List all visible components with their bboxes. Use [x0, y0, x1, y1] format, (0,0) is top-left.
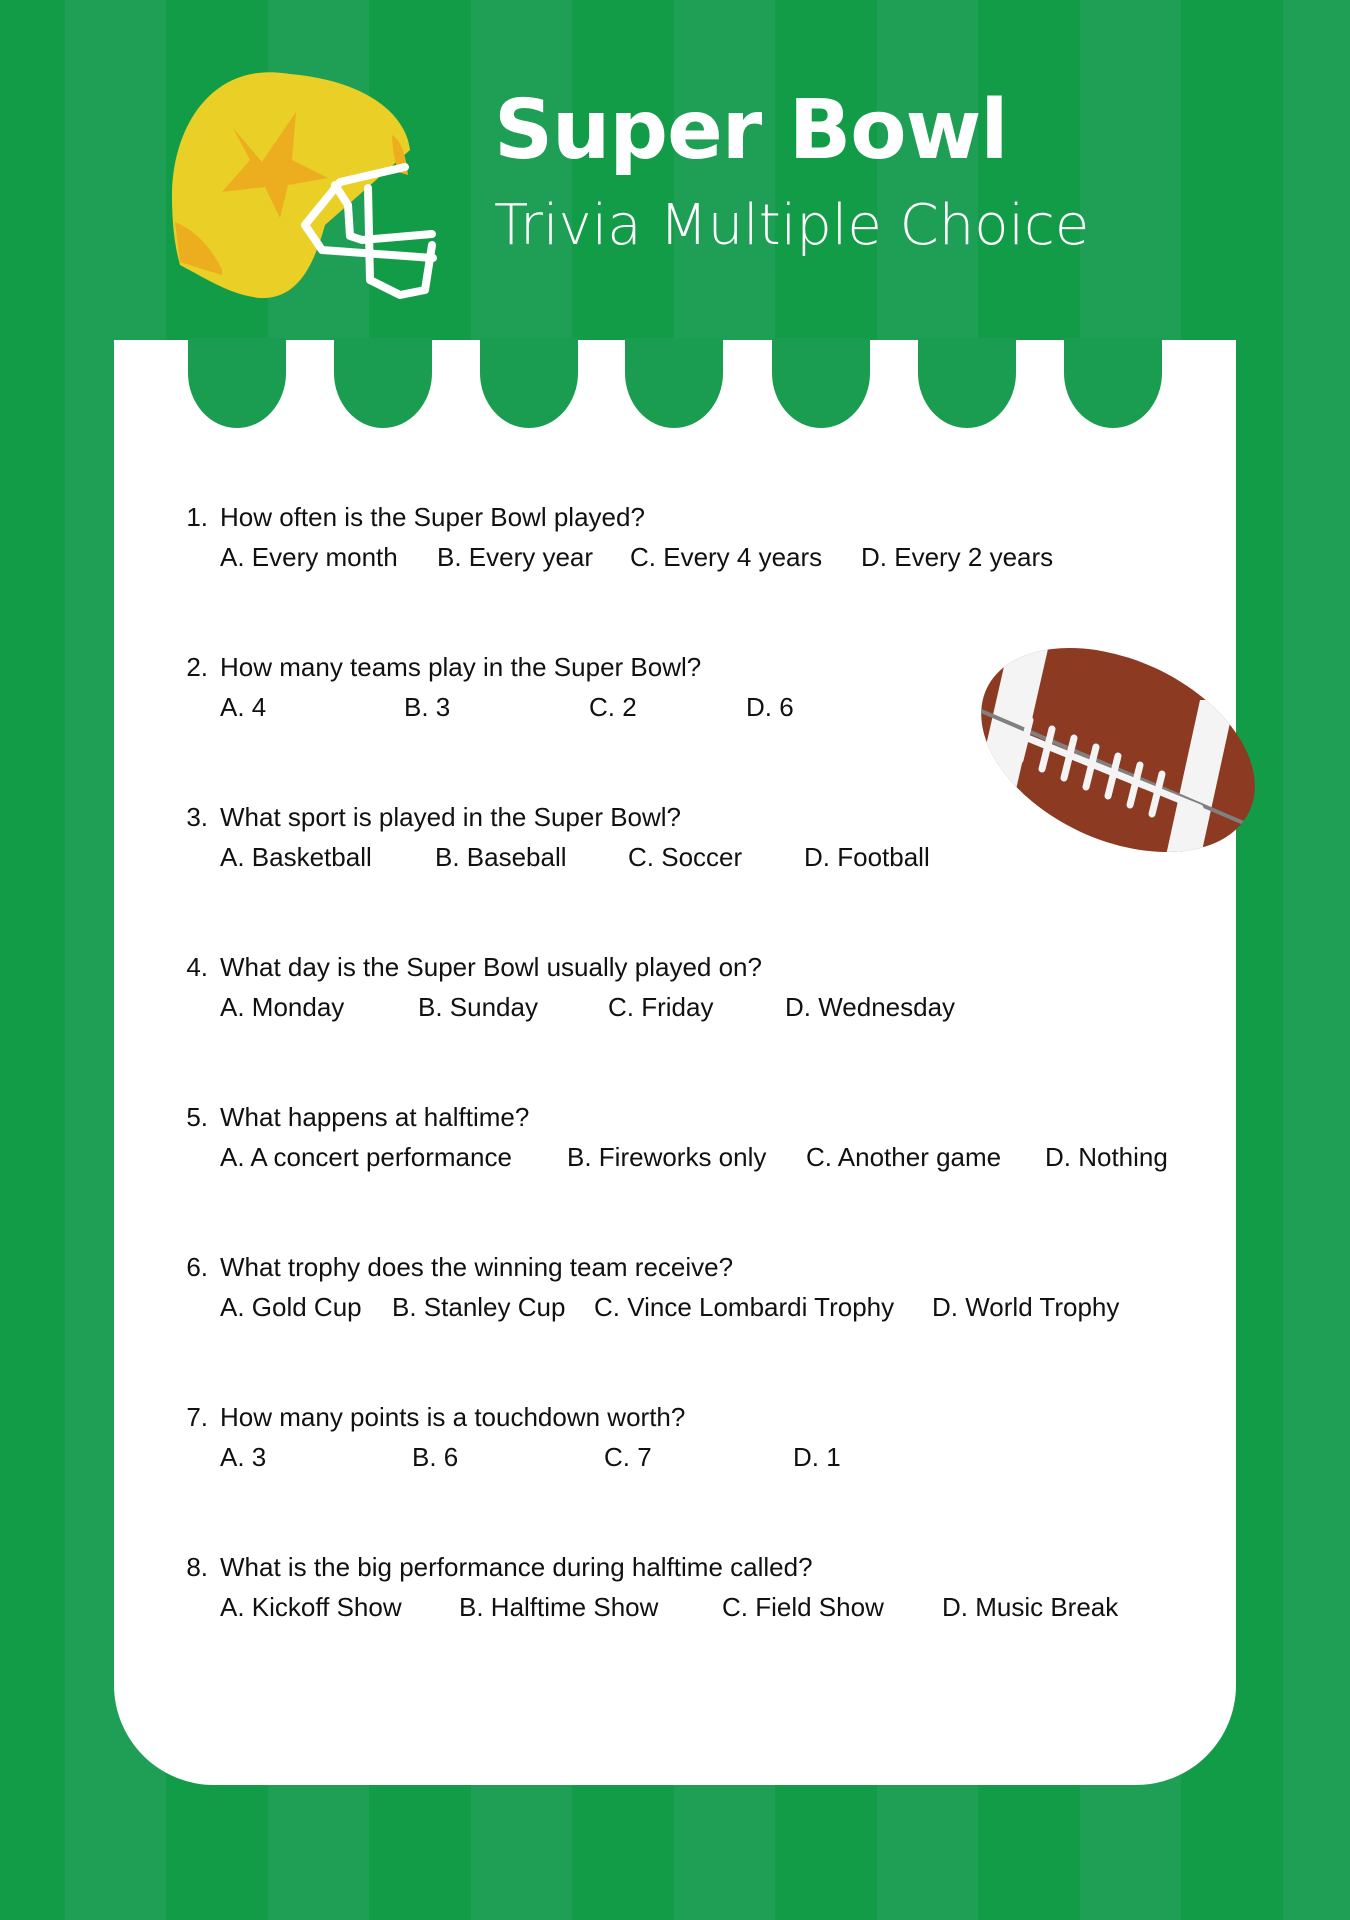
- answer-option[interactable]: B. Stanley Cup: [392, 1292, 566, 1322]
- question-number: 1.: [186, 502, 208, 532]
- answer-option[interactable]: C. Soccer: [628, 842, 743, 872]
- answer-option[interactable]: A. Monday: [220, 992, 345, 1022]
- question-number: 7.: [186, 1402, 208, 1432]
- answer-option[interactable]: C. 7: [604, 1442, 652, 1472]
- question-number: 2.: [186, 652, 208, 682]
- question-text: What happens at halftime?: [220, 1102, 530, 1132]
- answer-option[interactable]: C. 2: [589, 692, 637, 722]
- question-number: 6.: [186, 1252, 208, 1282]
- answer-option[interactable]: A. A concert performance: [220, 1142, 512, 1172]
- question-text: What is the big performance during halftime called?: [220, 1552, 813, 1582]
- answer-option[interactable]: B. Baseball: [435, 842, 567, 872]
- answer-option[interactable]: A. Kickoff Show: [220, 1592, 402, 1622]
- card-hole: [1064, 338, 1162, 428]
- answer-option[interactable]: B. Sunday: [418, 992, 538, 1022]
- answer-option[interactable]: D. Music Break: [942, 1592, 1119, 1622]
- answer-option[interactable]: A. Every month: [220, 542, 398, 572]
- card-hole: [480, 338, 578, 428]
- question-text: How often is the Super Bowl played?: [220, 502, 645, 532]
- question-number: 8.: [186, 1552, 208, 1582]
- card-hole: [625, 338, 723, 428]
- answer-option[interactable]: C. Friday: [608, 992, 714, 1022]
- football-icon: [960, 640, 1260, 860]
- answer-option[interactable]: C. Another game: [806, 1142, 1002, 1172]
- question-text: What trophy does the winning team receive?: [220, 1252, 734, 1282]
- answer-option[interactable]: D. Wednesday: [785, 992, 956, 1022]
- page-subtitle: Trivia Multiple Choice: [494, 193, 1090, 258]
- question-text: What day is the Super Bowl usually played on?: [220, 952, 762, 982]
- answer-option[interactable]: B. 6: [412, 1442, 459, 1472]
- card-hole: [188, 338, 286, 428]
- question-number: 5.: [186, 1102, 208, 1132]
- question-text: How many points is a touchdown worth?: [220, 1402, 686, 1432]
- answer-option[interactable]: D. Nothing: [1045, 1142, 1168, 1172]
- answer-option[interactable]: A. Gold Cup: [220, 1292, 362, 1322]
- answer-option[interactable]: D. 1: [793, 1442, 841, 1472]
- card-hole: [334, 338, 432, 428]
- answer-option[interactable]: D. Football: [804, 842, 930, 872]
- card-hole: [918, 338, 1016, 428]
- answer-option[interactable]: C. Vince Lombardi Trophy: [594, 1292, 895, 1322]
- answer-option[interactable]: A. 3: [220, 1442, 267, 1472]
- answer-option[interactable]: B. 3: [404, 692, 451, 722]
- answer-option[interactable]: B. Halftime Show: [459, 1592, 659, 1622]
- question-number: 4.: [186, 952, 208, 982]
- answer-option[interactable]: B. Fireworks only: [567, 1142, 767, 1172]
- answer-option[interactable]: A. 4: [220, 692, 267, 722]
- answer-option[interactable]: B. Every year: [437, 542, 594, 572]
- answer-option[interactable]: C. Field Show: [722, 1592, 884, 1622]
- helmet-icon: [0, 0, 460, 320]
- answer-option[interactable]: A. Basketball: [220, 842, 372, 872]
- question-text: How many teams play in the Super Bowl?: [220, 652, 702, 682]
- page-title: Super Bowl: [494, 83, 1008, 178]
- answer-option[interactable]: C. Every 4 years: [630, 542, 823, 572]
- question-text: What sport is played in the Super Bowl?: [220, 802, 682, 832]
- answer-option[interactable]: D. World Trophy: [932, 1292, 1120, 1322]
- question-number: 3.: [186, 802, 208, 832]
- card-hole: [772, 338, 870, 428]
- answer-option[interactable]: D. 6: [746, 692, 794, 722]
- answer-option[interactable]: D. Every 2 years: [861, 542, 1054, 572]
